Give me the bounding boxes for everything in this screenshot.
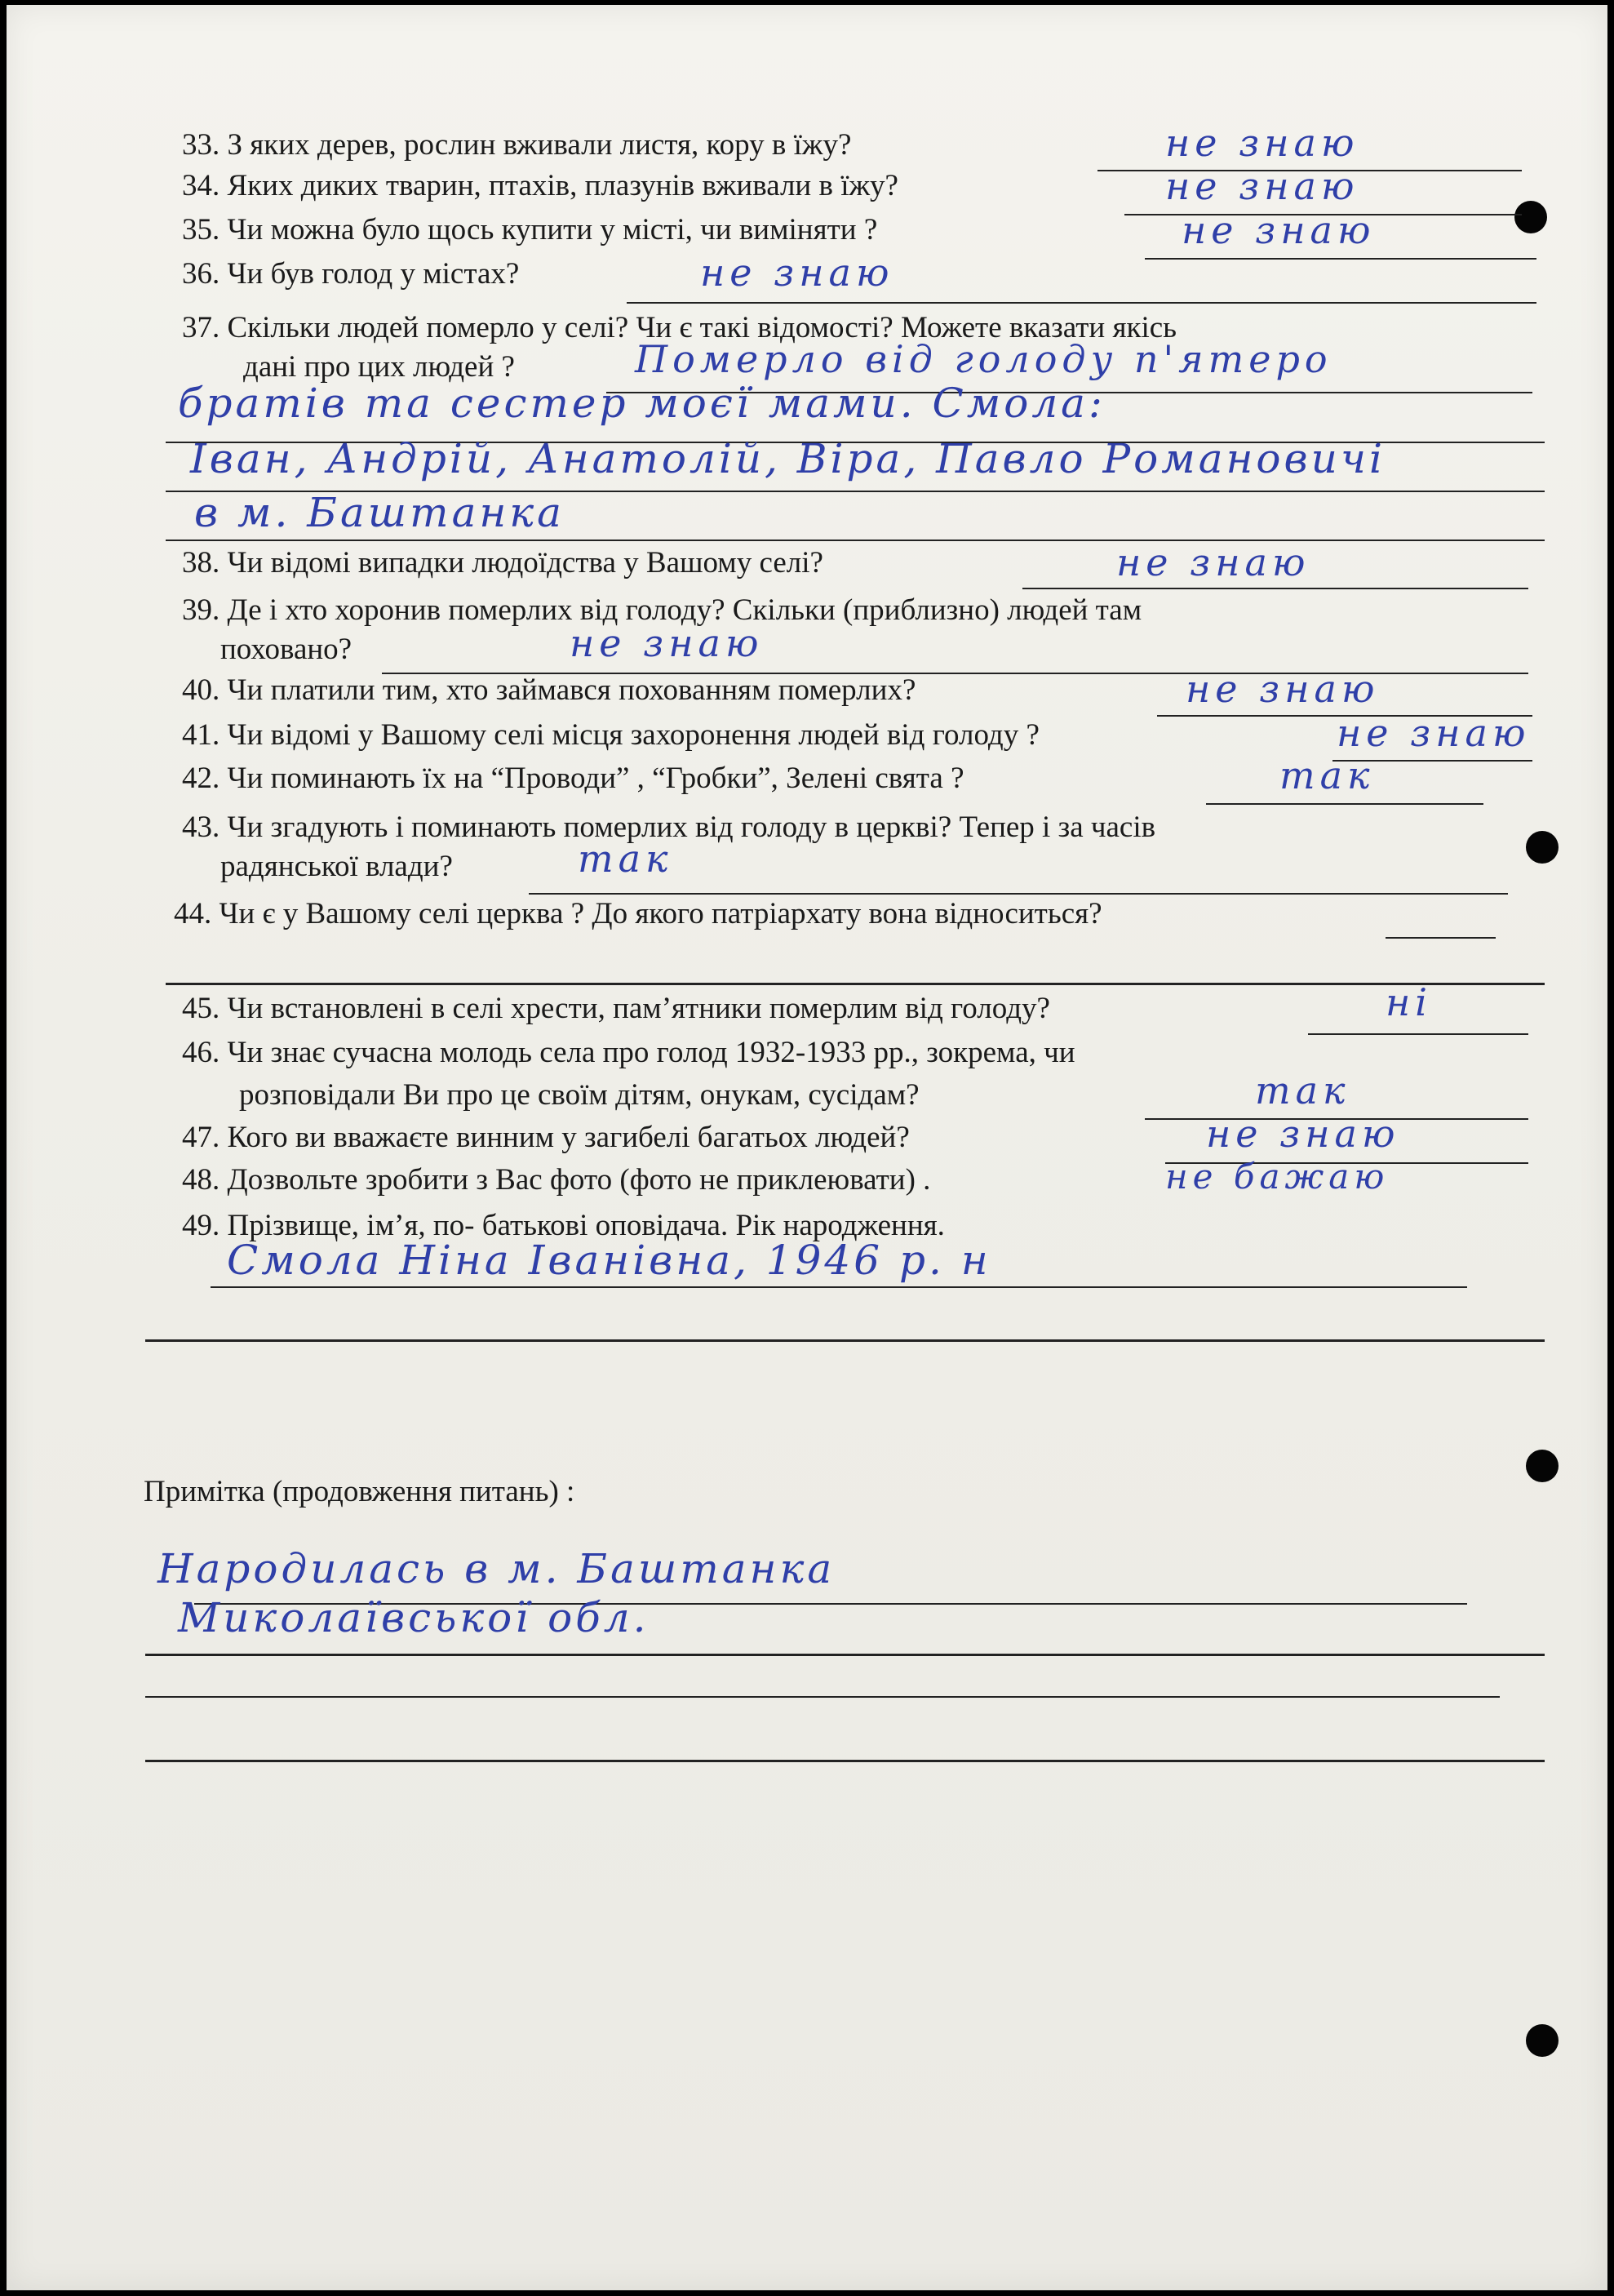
question-33: 33. З яких дерев, рослин вживали листя, кору в їжу?	[182, 128, 852, 162]
answer-line	[145, 1339, 1545, 1342]
answer-43: так	[578, 837, 673, 881]
question-47: 47. Кого ви вважаєте винним у загибелі багатьох людей?	[182, 1121, 910, 1154]
note-label: Примітка (продовження питань) :	[144, 1475, 575, 1508]
note-line	[145, 1696, 1500, 1698]
questionnaire-page	[7, 5, 1607, 2290]
answer-35: не знаю	[1182, 208, 1376, 252]
note-line	[145, 1760, 1545, 1762]
question-39-line1: 39. Де і хто хоронив померлих від голоду? Скільки (приблизно) людей там	[182, 593, 1142, 627]
note-line-2: Миколаївської обл.	[178, 1594, 650, 1641]
answer-line	[1308, 1033, 1528, 1035]
note-line	[145, 1654, 1545, 1656]
answer-42: так	[1279, 753, 1375, 797]
binder-hole	[1526, 2024, 1559, 2057]
answer-39: не знаю	[570, 621, 764, 665]
answer-line	[1386, 937, 1496, 939]
question-46-line1: 46. Чи знає сучасна молодь села про голод 1932-1933 рр., зокрема, чи	[182, 1036, 1075, 1069]
answer-33: не знаю	[1165, 121, 1359, 165]
note-line-1: Народилась в м. Баштанка	[157, 1545, 836, 1592]
answer-37-line4: в м. Баштанка	[194, 489, 565, 536]
answer-49: Смола Ніна Іванівна, 1946 р. н	[227, 1237, 991, 1284]
answer-line	[1022, 588, 1528, 589]
question-46-line2: розповідали Ви про це своїм дітям, онукам, сусідам?	[239, 1078, 920, 1112]
answer-34: не знаю	[1165, 164, 1359, 208]
question-44: 44. Чи є у Вашому селі церква ? До якого патріархату вона відноситься?	[174, 897, 1102, 930]
binder-hole	[1526, 1450, 1559, 1482]
question-42: 42. Чи поминають їх на “Проводи” , “Гробки”, Зелені свята ?	[182, 762, 964, 795]
question-35: 35. Чи можна було щось купити у місті, чи виміняти ?	[182, 213, 878, 246]
question-34: 34. Яких диких тварин, птахів, плазунів вживали в їжу?	[182, 169, 898, 202]
answer-line	[1206, 803, 1483, 805]
question-48: 48. Дозвольте зробити з Вас фото (фото не приклеювати) .	[182, 1163, 931, 1197]
answer-line	[211, 1286, 1467, 1288]
question-41: 41. Чи відомі у Вашому селі місця захоронення людей від голоду ?	[182, 718, 1040, 752]
answer-40: не знаю	[1186, 667, 1380, 711]
answer-line	[166, 983, 1545, 985]
answer-36: не знаю	[700, 251, 894, 295]
binder-hole	[1526, 831, 1559, 864]
answer-line	[529, 893, 1508, 895]
answer-line	[627, 302, 1536, 304]
question-43-line2: радянської влади?	[220, 850, 453, 883]
question-45: 45. Чи встановлені в селі хрести, пам’ятники померлим від голоду?	[182, 992, 1050, 1025]
answer-46: так	[1255, 1068, 1350, 1112]
answer-38: не знаю	[1116, 540, 1310, 584]
question-43-line1: 43. Чи згадують і поминають померлих від голоду в церкві? Тепер і за часів	[182, 810, 1156, 844]
answer-45: ні	[1386, 980, 1433, 1024]
question-38: 38. Чи відомі випадки людоїдства у Вашому селі?	[182, 546, 823, 580]
question-39-line2: поховано?	[220, 633, 353, 666]
answer-line	[166, 540, 1545, 541]
answer-48: не бажаю	[1165, 1157, 1390, 1197]
answer-47: не знаю	[1206, 1112, 1400, 1156]
question-36: 36. Чи був голод у містах?	[182, 257, 520, 291]
question-40: 40. Чи платили тим, хто займався похованням померлих?	[182, 673, 916, 707]
binder-hole	[1514, 201, 1547, 233]
answer-line	[1145, 258, 1536, 260]
question-37-line2: дані про цих людей ?	[243, 350, 515, 384]
question-49: 49. Прізвище, ім’я, по- батькові оповідача. Рік народження.	[182, 1209, 945, 1242]
answer-37-line3: Іван, Андрій, Анатолій, Віра, Павло Романовичі	[190, 435, 1386, 482]
answer-37-line1: Померло від голоду п'ятеро	[635, 337, 1332, 381]
question-37-line1: 37. Скільки людей померло у селі? Чи є такі відомості? Можете вказати якісь	[182, 311, 1177, 344]
answer-41: не знаю	[1337, 711, 1531, 755]
answer-37-line2: братів та сестер моєї мами. Смола:	[178, 380, 1106, 427]
